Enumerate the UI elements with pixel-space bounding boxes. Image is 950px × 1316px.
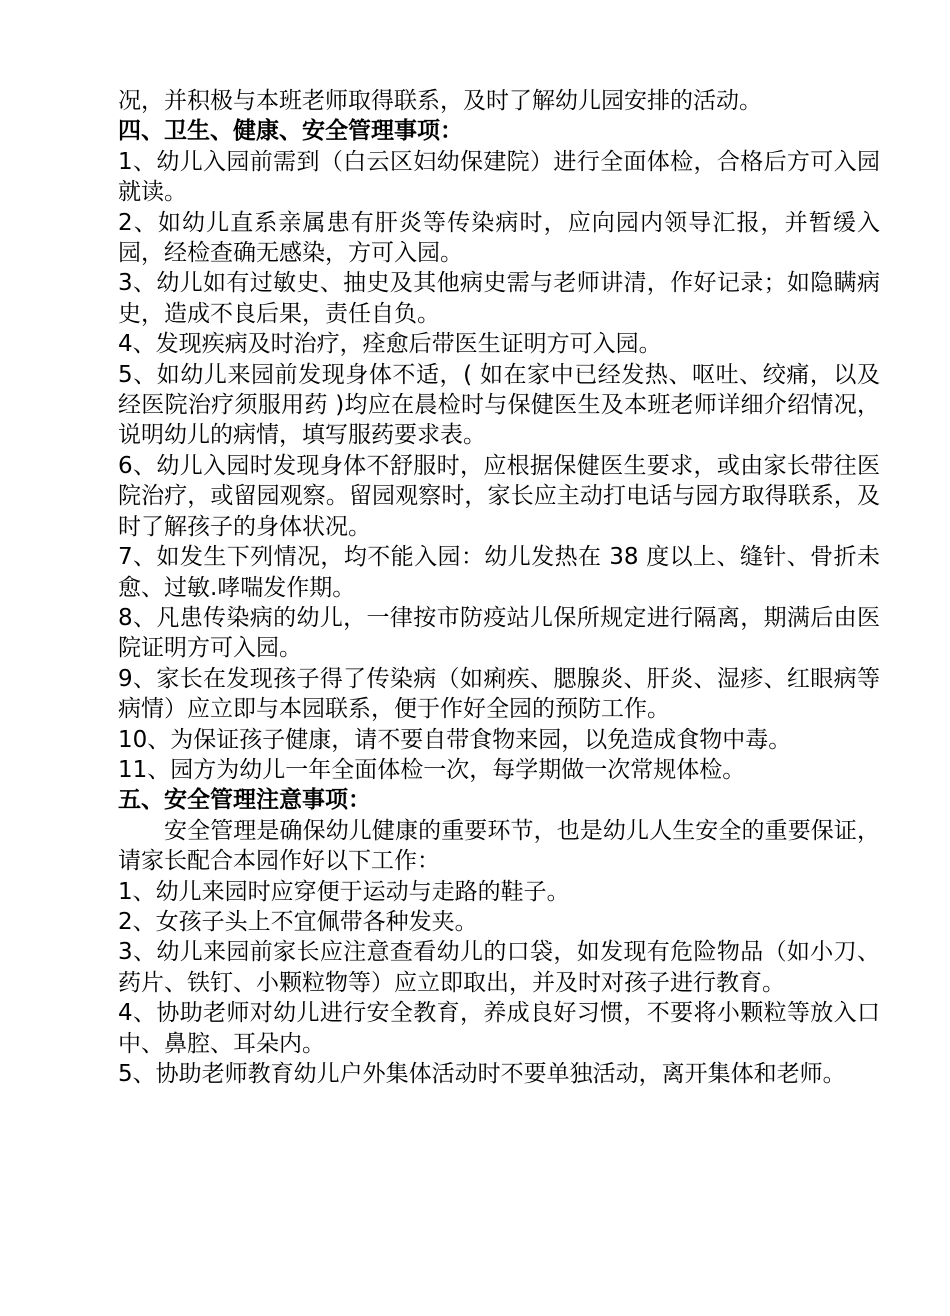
section-5-item-2: 2、女孩子头上不宜佩带各种发夹。 bbox=[118, 908, 478, 935]
section-4-item-6: 6、幼儿入园时发现身体不舒服时，应根据保健医生要求，或由家长带往医院治疗，或留园观察。留园观察时，家长应主动打电话与园方取得联系，及时了解孩子的身体状况。 bbox=[118, 452, 880, 540]
section-4-item-3: 3、幼儿如有过敏史、抽史及其他病史需与老师讲清，作好记录；如隐瞒病史，造成不良后果，责任自负。 bbox=[118, 270, 880, 327]
section-4-item-8: 8、凡患传染病的幼儿，一律按市防疫站儿保所规定进行隔离，期满后由医院证明方可入园。 bbox=[118, 604, 880, 662]
section-5-item-5: 5、协助老师教育幼儿户外集体活动时不要单独活动，离开集体和老师。 bbox=[118, 1061, 846, 1087]
section-4-item-2: 2、如幼儿直系亲属患有肝炎等传染病时，应向园内领导汇报，并暂缓入园，经检查确无感染，方可入园。 bbox=[118, 209, 880, 267]
section-4-item-4: 4、发现疾病及时治疗，痊愈后带医生证明方可入园。 bbox=[118, 331, 662, 358]
section-5-item-3: 3、幼儿来园前家长应注意查看幼儿的口袋，如发现有危险物品（如小刀、药片、铁钉、小颗粒物等）应立即取出，并及时对孩子进行教育。 bbox=[118, 939, 880, 996]
section-4-item-1: 1、幼儿入园前需到（白云区妇幼保建院）进行全面体检，合格后方可入园就读。 bbox=[118, 148, 880, 206]
section-5-heading: 五、安全管理注意事项： bbox=[118, 787, 371, 814]
continuation-paragraph: 况，并积极与本班老师取得联系，及时了解幼儿园安排的活动。 bbox=[118, 88, 762, 114]
section-4-item-5: 5、如幼儿来园前发现身体不适，( 如在家中已经发热、呕吐、绞痛，以及经医院治疗须服用药 )均应在晨检时与保健医生及本班老师详细介绍情况，说明幼儿的病情，填写服药要求表。 bbox=[118, 361, 880, 449]
section-4-item-10: 10、为保证孩子健康，请不要自带食物来园，以免造成食物中毒。 bbox=[118, 726, 792, 753]
section-4-item-7: 7、如发生下列情况，均不能入园：幼儿发热在 38 度以上、缝针、骨折未愈、过敏.哮喘发作期。 bbox=[118, 544, 880, 601]
section-5-item-1: 1、幼儿来园时应穿便于运动与走路的鞋子。 bbox=[118, 878, 570, 905]
section-5-intro: 安全管理是确保幼儿健康的重要环节，也是幼儿人生安全的重要保证，请家长配合本园作好以下工作： bbox=[118, 817, 880, 875]
section-5-item-4: 4、协助老师对幼儿进行安全教育，养成良好习惯，不要将小颗粒等放入口中、鼻腔、耳朵内。 bbox=[118, 1000, 880, 1057]
section-4-heading: 四、卫生、健康、安全管理事项： bbox=[118, 118, 463, 145]
section-4-item-9: 9、家长在发现孩子得了传染病（如痢疾、腮腺炎、肝炎、湿疹、红眼病等病情）应立即与本园联系，便于作好全园的预防工作。 bbox=[118, 665, 880, 723]
section-4-item-11: 11、园方为幼儿一年全面体检一次，每学期做一次常规体检。 bbox=[118, 756, 746, 783]
